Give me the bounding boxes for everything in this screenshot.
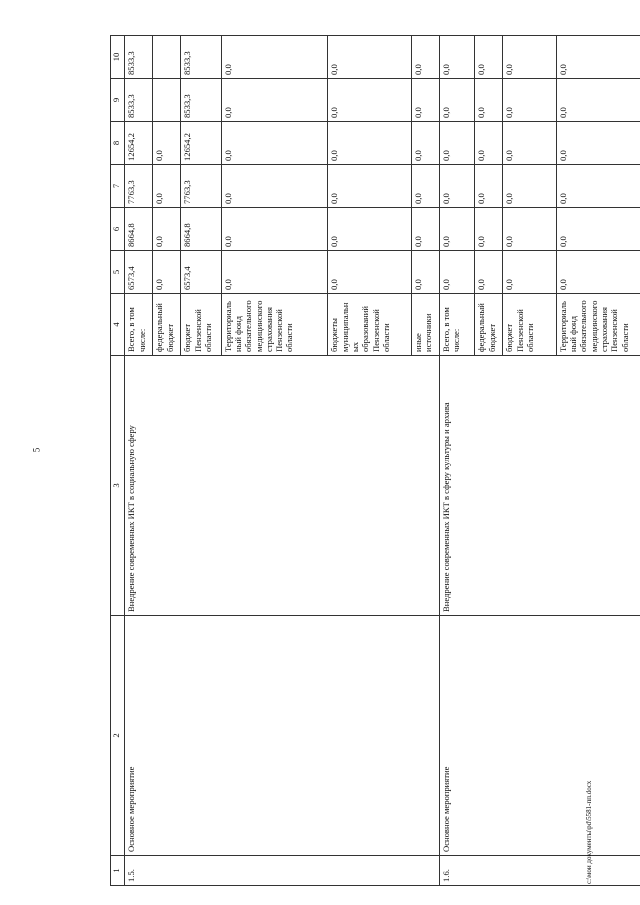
funding-value: 0,0 (221, 251, 328, 294)
funding-value: 0,0 (439, 122, 475, 165)
funding-value: 8533,3 (181, 79, 221, 122)
funding-value (153, 36, 181, 79)
funding-value: 0,0 (475, 165, 503, 208)
col-number: 6 (111, 208, 125, 251)
funding-value: 12654,2 (181, 122, 221, 165)
funding-value: 0,0 (411, 165, 439, 208)
page-number: 5 (31, 447, 42, 453)
measure-name: Внедрение современных ИКТ в сферу культуры и архива (439, 356, 640, 616)
col-number: 8 (111, 122, 125, 165)
funding-source: иные источники (411, 294, 439, 356)
table-row (125, 36, 153, 886)
funding-value: 0,0 (556, 251, 640, 294)
funding-value: 0,0 (328, 79, 411, 122)
funding-value: 8664,8 (125, 208, 153, 251)
funding-value: 0,0 (439, 36, 475, 79)
col-number: 1 (111, 856, 125, 886)
funding-value: 8533,3 (125, 36, 153, 79)
funding-source: федеральный бюджет (475, 294, 503, 356)
rotated-table-wrapper (110, 51, 640, 886)
measure-type: Основное мероприятие (125, 616, 439, 856)
funding-value: 0,0 (328, 251, 411, 294)
funding-value: 0,0 (475, 251, 503, 294)
funding-source: Территориальный фонд обязательного медицинского страхования Пензенской области (556, 294, 640, 356)
funding-value: 0,0 (411, 208, 439, 251)
funding-value: 0,0 (411, 251, 439, 294)
funding-value: 8533,3 (125, 79, 153, 122)
measure-name: Внедрение современных ИКТ в социальную сферу (125, 356, 439, 616)
col-number: 9 (111, 79, 125, 122)
col-number: 4 (111, 294, 125, 356)
file-path-footer: c:\мои документы\pd\5581-пп.docx (585, 780, 593, 884)
funding-value: 0,0 (328, 165, 411, 208)
funding-value: 0,0 (503, 251, 556, 294)
funding-value: 0,0 (503, 36, 556, 79)
funding-value: 8664,8 (181, 208, 221, 251)
funding-value: 0,0 (439, 165, 475, 208)
funding-value: 0,0 (411, 122, 439, 165)
col-number: 7 (111, 165, 125, 208)
funding-value: 0,0 (556, 165, 640, 208)
funding-value: 0,0 (221, 122, 328, 165)
funding-value: 0,0 (475, 36, 503, 79)
section-number: 1.6. (439, 856, 640, 886)
funding-value: 7763,3 (125, 165, 153, 208)
funding-value: 0,0 (411, 79, 439, 122)
funding-value: 0,0 (439, 79, 475, 122)
funding-value: 0,0 (221, 79, 328, 122)
funding-value: 0,0 (439, 251, 475, 294)
funding-value: 0,0 (221, 165, 328, 208)
funding-value: 0,0 (153, 208, 181, 251)
funding-value: 7763,3 (181, 165, 221, 208)
program-funding-table (110, 35, 640, 886)
funding-source: бюджет Пензенской области (503, 294, 556, 356)
funding-source: Всего, в том числе: (125, 294, 153, 356)
funding-value: 0,0 (475, 208, 503, 251)
measure-type: Основное мероприятие (439, 616, 640, 856)
funding-value: 0,0 (328, 208, 411, 251)
funding-value: 8533,3 (181, 36, 221, 79)
funding-source: федеральный бюджет (153, 294, 181, 356)
funding-value: 0,0 (153, 251, 181, 294)
section-number: 1.5. (125, 856, 439, 886)
col-number: 2 (111, 616, 125, 856)
funding-source: бюджеты муниципальных образований Пензенской области (328, 294, 411, 356)
funding-value: 0,0 (556, 36, 640, 79)
funding-value: 0,0 (221, 208, 328, 251)
col-number: 3 (111, 356, 125, 616)
funding-source: Территориальный фонд обязательного медицинского страхования Пензенской области (221, 294, 328, 356)
col-number: 5 (111, 251, 125, 294)
funding-value: 0,0 (475, 79, 503, 122)
funding-value: 0,0 (556, 208, 640, 251)
funding-value: 0,0 (221, 36, 328, 79)
funding-source: Всего, в том числе: (439, 294, 475, 356)
funding-value: 0,0 (503, 122, 556, 165)
funding-value: 0,0 (328, 122, 411, 165)
funding-value: 0,0 (503, 79, 556, 122)
funding-value: 6573,4 (181, 251, 221, 294)
table-row (439, 36, 475, 886)
funding-value: 0,0 (556, 79, 640, 122)
funding-value: 12654,2 (125, 122, 153, 165)
funding-value: 6573,4 (125, 251, 153, 294)
funding-value: 0,0 (328, 36, 411, 79)
col-number: 10 (111, 36, 125, 79)
column-numbers-row (111, 36, 125, 886)
funding-value: 0,0 (475, 122, 503, 165)
funding-value: 0,0 (503, 208, 556, 251)
funding-value: 0,0 (153, 122, 181, 165)
funding-source: бюджет Пензенской области (181, 294, 221, 356)
funding-value: 0,0 (503, 165, 556, 208)
funding-value: 0,0 (411, 36, 439, 79)
funding-value: 0,0 (556, 122, 640, 165)
funding-value: 0,0 (153, 165, 181, 208)
funding-value: 0,0 (439, 208, 475, 251)
funding-value (153, 79, 181, 122)
